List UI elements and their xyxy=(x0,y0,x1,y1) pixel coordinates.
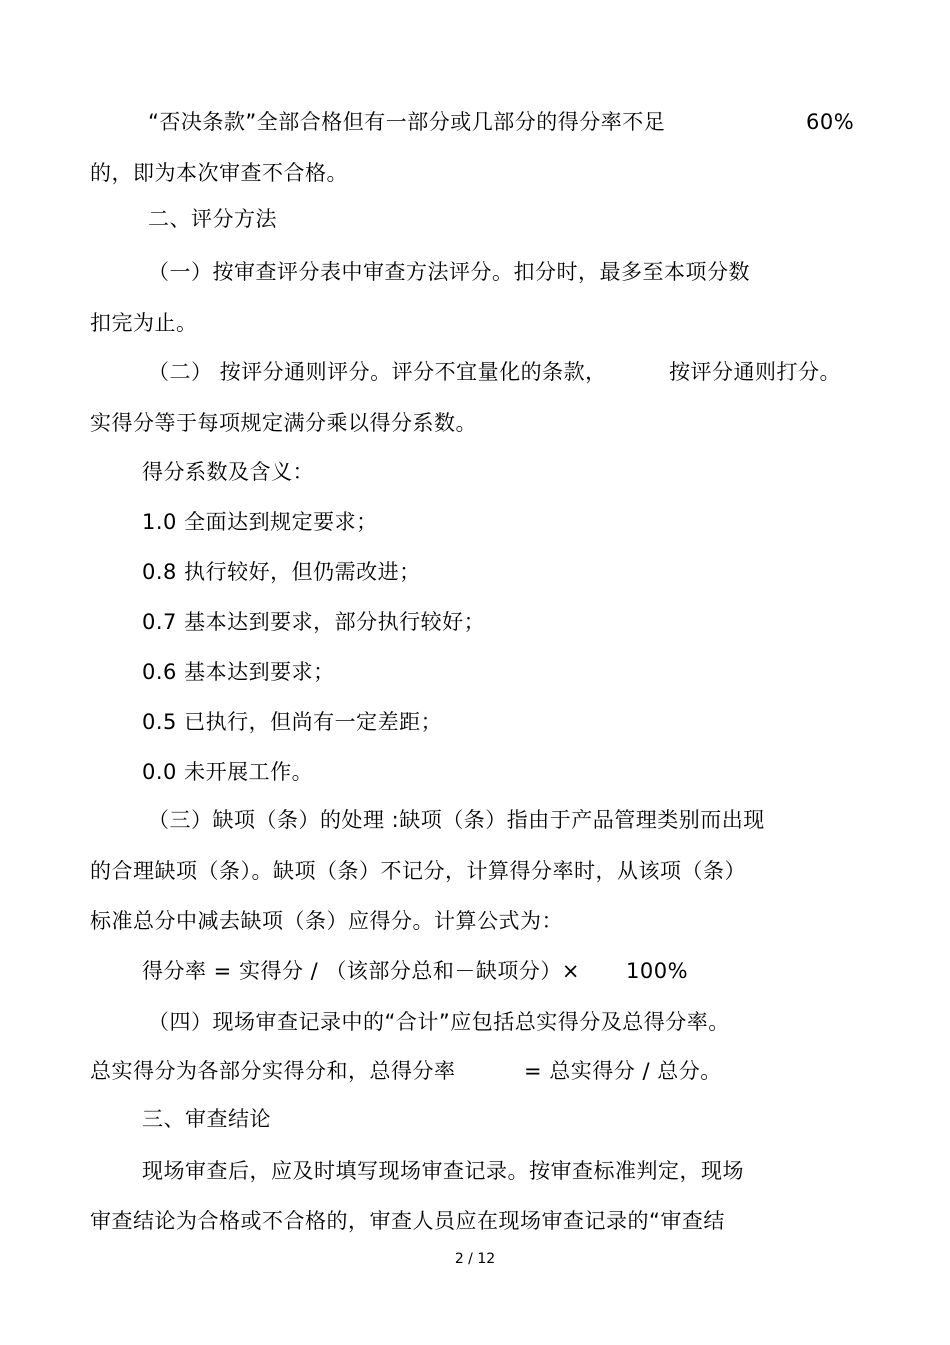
formula-percentage: 100% xyxy=(626,959,689,983)
page-number: 2 / 12 xyxy=(454,1251,496,1267)
paragraph-line-7: 实得分等于每项规定满分乘以得分系数。 xyxy=(90,411,477,435)
coefficient-item-1-0: 1.0 全面达到规定要求； xyxy=(142,510,378,534)
coefficient-item-0-8: 0.8 执行较好，但仍需改进； xyxy=(142,560,421,584)
paragraph-line-17: 标准总分中减去缺项（条）应得分。计算公式为： xyxy=(90,909,563,933)
paragraph-line-4: （一）按审查评分表中审查方法评分。扣分时，最多至本项分数 xyxy=(148,260,750,284)
paragraph-line-23: 审查结论为合格或不合格的，审查人员应在现场审查记录的“审查结 xyxy=(90,1209,725,1233)
coefficient-item-0-5: 0.5 已执行，但尚有一定差距； xyxy=(142,710,443,734)
paragraph-line-20b: = 总实得分 / 总分。 xyxy=(524,1059,722,1083)
paragraph-line-2: 的，即为本次审查不合格。 xyxy=(90,161,348,185)
paragraph-line-22: 现场审查后，应及时填写现场审查记录。按审查标准判定，现场 xyxy=(142,1159,744,1183)
paragraph-line-20a: 总实得分为各部分实得分和，总得分率 xyxy=(90,1059,456,1083)
paragraph-line-1: “否决条款”全部合格但有一部分或几部分的得分率不足 xyxy=(148,110,666,134)
coefficient-item-0-6: 0.6 基本达到要求； xyxy=(142,660,335,684)
coefficient-item-0-0: 0.0 未开展工作。 xyxy=(142,760,314,784)
paragraph-line-6b: 按评分通则打分。 xyxy=(669,360,841,384)
coefficient-heading: 得分系数及含义： xyxy=(142,460,314,484)
section-heading-conclusion: 三、审查结论 xyxy=(142,1107,271,1131)
paragraph-line-15: （三）缺项（条）的处理 :缺项（条）指由于产品管理类别而出现 xyxy=(148,808,765,832)
formula-line: 得分率 = 实得分 / （该部分总和－缺项分）× xyxy=(142,959,580,983)
coefficient-item-0-7: 0.7 基本达到要求，部分执行较好； xyxy=(142,610,486,634)
paragraph-line-5: 扣完为止。 xyxy=(90,311,198,335)
paragraph-line-6a: （二） 按评分通则评分。评分不宜量化的条款， xyxy=(148,360,607,384)
paragraph-line-16: 的合理缺项（条）。缺项（条）不记分，计算得分率时，从该项（条） xyxy=(90,859,746,883)
percentage-60: 60% xyxy=(806,110,855,134)
paragraph-line-19: （四）现场审查记录中的“合计”应包括总实得分及总得分率。 xyxy=(148,1010,730,1034)
section-heading-scoring-method: 二、评分方法 xyxy=(148,207,277,231)
